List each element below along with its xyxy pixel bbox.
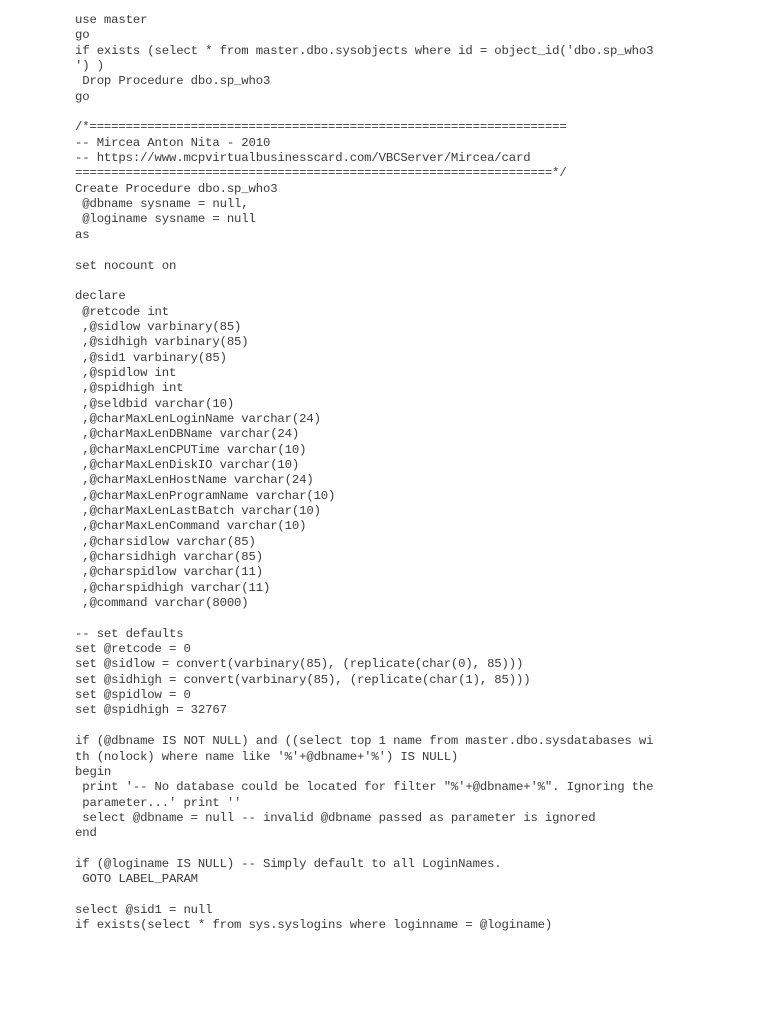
code-line: -- set defaults: [75, 626, 184, 641]
code-line: -- https://www.mcpvirtualbusinesscard.com/VBCServer/Mircea/card: [75, 151, 531, 166]
code-line: th (nolock) where name like '%'+@dbname+'%') IS NULL): [75, 749, 459, 764]
code-line: ,@charMaxLenLoginName varchar(24): [75, 411, 321, 426]
code-line: [75, 243, 695, 258]
sql-code-block: [75, 13, 695, 934]
code-line: ,@seldbid varchar(10): [75, 396, 235, 411]
code-line: ,@command varchar(8000): [75, 596, 249, 611]
code-line: [75, 719, 695, 734]
code-line: ,@charMaxLenCPUTime varchar(10): [75, 442, 307, 457]
code-line: ') ): [75, 59, 104, 74]
code-line: ,@charspidlow varchar(11): [75, 565, 263, 580]
code-line: go: [75, 89, 90, 104]
code-line: ,@charMaxLenProgramName varchar(10): [75, 488, 336, 503]
code-line: @retcode int: [75, 304, 169, 319]
code-line: @loginame sysname = null: [75, 212, 256, 227]
code-line: -- Mircea Anton Nita - 2010: [75, 135, 271, 150]
code-line: [75, 611, 695, 626]
code-line: set @spidhigh = 32767: [75, 703, 227, 718]
code-line: Create Procedure dbo.sp_who3: [75, 181, 278, 196]
code-line: ,@sidlow varbinary(85): [75, 319, 242, 334]
code-line: set @sidhigh = convert(varbinary(85), (replicate(char(1), 85))): [75, 672, 531, 687]
code-line: set @sidlow = convert(varbinary(85), (replicate(char(0), 85))): [75, 657, 524, 672]
code-line: use master: [75, 13, 148, 27]
code-line: /*==================================================================: [75, 120, 567, 135]
code-line: if exists (select * from master.dbo.sysobjects where id = object_id('dbo.sp_who3: [75, 43, 654, 58]
code-line: if exists(select * from sys.syslogins where loginname = @loginame): [75, 918, 553, 933]
code-line: set @spidlow = 0: [75, 688, 191, 703]
code-line: ,@sidhigh varbinary(85): [75, 335, 249, 350]
code-line: parameter...' print '': [75, 795, 242, 810]
code-line: ,@charMaxLenDiskIO varchar(10): [75, 457, 300, 472]
code-line: ,@charsidhigh varchar(85): [75, 550, 263, 565]
code-line: set @retcode = 0: [75, 642, 191, 657]
code-line: ,@charMaxLenHostName varchar(24): [75, 473, 314, 488]
code-line: if (@loginame IS NULL) -- Simply default to all LoginNames.: [75, 856, 502, 871]
code-line: declare: [75, 289, 126, 304]
code-line: end: [75, 826, 97, 841]
code-line: ,@sid1 varbinary(85): [75, 350, 227, 365]
code-line: [75, 274, 695, 289]
code-line: GOTO LABEL_PARAM: [75, 872, 198, 887]
code-line: [75, 105, 695, 120]
code-line: ,@charMaxLenLastBatch varchar(10): [75, 504, 321, 518]
code-line: ==================================================================*/: [75, 166, 567, 181]
code-line: [75, 842, 695, 857]
code-line: Drop Procedure dbo.sp_who3: [75, 74, 271, 89]
code-line: ,@charMaxLenCommand varchar(10): [75, 519, 307, 534]
code-line: ,@spidhigh int: [75, 381, 184, 396]
code-line: begin: [75, 764, 112, 779]
code-line: ,@charMaxLenDBName varchar(24): [75, 427, 300, 442]
code-line: as: [75, 227, 90, 242]
code-line: select @dbname = null -- invalid @dbname passed as parameter is ignored: [75, 810, 596, 825]
code-line: ,@charspidhigh varchar(11): [75, 580, 271, 595]
code-line: set nocount on: [75, 258, 177, 273]
code-line: ,@charsidlow varchar(85): [75, 534, 256, 549]
code-line: @dbname sysname = null,: [75, 197, 249, 212]
code-line: ,@spidlow int: [75, 365, 177, 380]
code-line: print '-- No database could be located for filter "%'+@dbname+'%". Ignoring the: [75, 780, 654, 795]
code-line: select @sid1 = null: [75, 902, 213, 917]
code-line: [75, 888, 695, 903]
code-line: go: [75, 28, 90, 43]
code-line: if (@dbname IS NOT NULL) and ((select top 1 name from master.dbo.sysdatabases wi: [75, 734, 654, 749]
